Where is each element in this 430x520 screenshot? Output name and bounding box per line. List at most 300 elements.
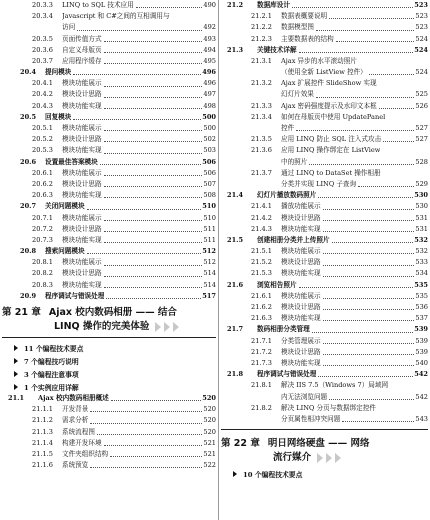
page-number: 524 (414, 45, 428, 54)
section-number: 21.7.3 (251, 358, 272, 367)
toc-entry[interactable] (221, 369, 428, 380)
chapter-title: Ajax 校内数码相册 —— 结合 (48, 307, 177, 319)
section-number: 21.8 (227, 370, 244, 379)
dot-leader (104, 86, 203, 87)
page-number: 520 (203, 427, 216, 436)
section-title: Ajax 密码强度提示及水印文本框 (281, 101, 377, 110)
highlight-item (2, 380, 216, 393)
toc-entry[interactable] (2, 449, 216, 460)
divider (2, 337, 216, 338)
toc-entry[interactable] (221, 347, 428, 358)
toc-entry[interactable] (2, 224, 216, 235)
toc-entry[interactable] (221, 101, 428, 112)
page-number: 506 (202, 157, 216, 166)
toc-entry[interactable] (2, 213, 216, 224)
page-number: 521 (203, 449, 216, 458)
section-number: 21.3.1 (251, 56, 272, 65)
page-number: 532 (414, 235, 428, 244)
toc-entry[interactable] (2, 0, 216, 11)
toc-entry[interactable] (221, 90, 428, 101)
page-number: 495 (203, 56, 216, 65)
page-number: 535 (415, 291, 428, 300)
toc-entry[interactable] (221, 134, 428, 145)
chapter-subtitle: 流行媒介 (273, 452, 312, 464)
section-title: 模块设计思路 (281, 347, 321, 356)
section-title: 模块功能实现 (281, 358, 321, 367)
page-number: 534 (415, 269, 428, 278)
toc-entry[interactable] (221, 224, 428, 235)
page-number: 527 (415, 124, 428, 133)
section-number: 21.4.1 (251, 202, 272, 211)
section-title: Javascript 和 C#之间的互相调用与 (62, 12, 170, 21)
section-number: 20.7 (20, 202, 37, 211)
page-number: 533 (415, 258, 428, 267)
page-number: 539 (415, 347, 428, 356)
section-number: 20.8.3 (32, 280, 53, 289)
section-number: 20.3.3 (32, 0, 53, 9)
dot-leader (342, 421, 414, 422)
section-title: 模块功能展示 (62, 124, 102, 133)
dot-leader (379, 108, 415, 109)
dot-leader (110, 456, 202, 457)
page-number: 503 (203, 146, 216, 155)
highlight-text: 3 个编程注意事项 (24, 370, 79, 379)
section-title: 控件 (281, 124, 295, 133)
toc-entry[interactable] (221, 380, 428, 391)
section-number: 20.4.3 (32, 101, 53, 110)
section-title: 模块设计思路 (62, 269, 102, 278)
section-title: 创建相册分类并上传照片 (257, 235, 330, 244)
page-number: 523 (415, 23, 428, 32)
dot-leader (111, 400, 201, 401)
dot-leader (104, 197, 203, 198)
section-number: 21.4 (227, 191, 244, 200)
section-title: 模块功能实现 (62, 280, 102, 289)
dot-leader (104, 220, 203, 221)
page-number: 517 (202, 291, 216, 300)
section-title: 模块功能实现 (62, 101, 102, 110)
section-number: 20.5.3 (32, 146, 53, 155)
chapter-number: 第 21 章 (2, 307, 41, 319)
section-title: 系统预览 (62, 461, 89, 470)
section-title: 程序调试与错误处理 (45, 291, 105, 300)
toc-entry[interactable] (221, 56, 428, 67)
section-title: 程序调试与错误处理 (257, 370, 317, 379)
dot-leader (104, 141, 203, 142)
section-title: 访问 (62, 23, 76, 32)
dot-leader (323, 343, 415, 344)
triangle-bullet-icon (14, 384, 18, 390)
dot-leader (104, 276, 203, 277)
section-title: 模块功能展示 (281, 247, 321, 256)
page-number: 512 (202, 247, 216, 256)
section-number: 20.8.1 (32, 258, 53, 267)
toc-entry[interactable] (2, 78, 216, 89)
toc-entry[interactable] (221, 257, 428, 268)
section-number: 21.8.1 (251, 381, 272, 390)
page-number: 502 (203, 135, 216, 144)
dot-leader (318, 376, 413, 377)
dot-leader (73, 74, 201, 75)
section-number: 21.2.1 (251, 12, 272, 21)
dot-leader (296, 130, 414, 131)
section-number: 20.6.3 (32, 191, 53, 200)
column-divider (218, 0, 219, 520)
toc-entry[interactable] (221, 157, 428, 168)
section-title: 搜索问题模块 (45, 247, 85, 256)
page-number: 529 (415, 179, 428, 188)
page-number: 524 (415, 34, 428, 43)
page-number: 514 (203, 269, 216, 278)
section-title: 如何在母版页中使用 UpdatePanel (281, 112, 386, 121)
chapter-title: 明日网络硬盘 —— 网络 (267, 438, 370, 450)
section-title: 模块设计思路 (62, 179, 102, 188)
page-number: 535 (414, 280, 428, 289)
toc-entry[interactable] (2, 134, 216, 145)
dot-leader (106, 298, 201, 299)
dot-leader (312, 332, 413, 333)
dot-leader (329, 399, 414, 400)
dot-leader (104, 52, 203, 53)
section-number: 21.3.2 (251, 79, 272, 88)
toc-entry[interactable] (221, 403, 428, 414)
toc-entry[interactable] (221, 168, 428, 179)
dot-leader (90, 411, 202, 412)
toc-entry[interactable] (221, 392, 428, 403)
page-number: 490 (203, 0, 216, 9)
dot-leader (318, 197, 413, 198)
section-title: 模块功能展示 (62, 79, 102, 88)
section-number: 21.2 (227, 0, 244, 9)
section-title: 通过 LINQ to DataSet 操作相册 (281, 168, 381, 177)
page-number: 508 (203, 191, 216, 200)
toc-entry[interactable] (2, 179, 216, 190)
page-number: 525 (415, 90, 428, 99)
toc-entry[interactable] (2, 246, 216, 257)
toc-entry[interactable] (221, 358, 428, 369)
toc-entry[interactable] (2, 404, 216, 415)
section-title: 模块功能实现 (62, 146, 102, 155)
toc-entry[interactable] (2, 257, 216, 268)
dot-leader (104, 287, 203, 288)
section-number: 21.6.2 (251, 303, 272, 312)
dot-leader (104, 41, 203, 42)
page-number: 506 (203, 168, 216, 177)
toc-entry[interactable] (221, 201, 428, 212)
section-number: 21.8.2 (251, 403, 272, 412)
dot-leader (323, 354, 415, 355)
section-title: 回复模块 (45, 112, 72, 121)
dot-leader (87, 209, 202, 210)
section-title: 解决 IIS 7.5（Windows 7）局域网 (281, 381, 389, 390)
dot-leader (323, 298, 415, 299)
chapter-22-heading (221, 429, 428, 467)
toc-entry[interactable] (2, 22, 216, 33)
toc-entry[interactable] (221, 235, 428, 246)
page-number: 510 (203, 213, 216, 222)
toc-entry[interactable] (221, 0, 428, 11)
page-number: 497 (203, 90, 216, 99)
section-number: 20.3.5 (32, 34, 53, 43)
section-title: 模块功能实现 (62, 235, 102, 244)
section-title: Ajax 校内数码相册概述 (38, 394, 109, 403)
toc-entry[interactable] (2, 280, 216, 291)
page-number: 526 (415, 101, 428, 110)
toc-entry[interactable] (2, 67, 216, 78)
toc-entry[interactable] (221, 414, 428, 425)
section-number: 21.3.3 (251, 101, 272, 110)
page-number: 520 (203, 416, 216, 425)
toc-entry[interactable] (2, 393, 216, 404)
section-number: 21.6.3 (251, 314, 272, 323)
section-number: 20.8 (20, 247, 37, 256)
page-number: 522 (203, 461, 216, 470)
section-number: 20.7.2 (32, 224, 53, 233)
page-number: 531 (415, 224, 428, 233)
toc-entry[interactable] (2, 190, 216, 201)
toc-entry[interactable] (2, 34, 216, 45)
toc-list (221, 0, 428, 425)
section-number: 21.2.3 (251, 34, 272, 43)
toc-entry[interactable] (221, 291, 428, 302)
toc-entry[interactable] (2, 291, 216, 302)
toc-entry[interactable] (2, 123, 216, 134)
section-number: 20.6.1 (32, 168, 53, 177)
toc-entry[interactable] (221, 280, 428, 291)
triangle-bullet-icon (14, 358, 18, 364)
section-title: 模块设计思路 (281, 303, 321, 312)
toc-entry[interactable] (221, 269, 428, 280)
section-number: 21.4.3 (251, 224, 272, 233)
section-title: 文件夹组织结构 (62, 449, 109, 458)
section-number: 21.5.2 (251, 258, 272, 267)
page-number: 542 (414, 370, 428, 379)
section-number: 20.6.2 (32, 179, 53, 188)
section-number: 20.3.7 (32, 56, 53, 65)
section-title: 应用 LINQ 防止 SQL 注入式攻击 (281, 135, 382, 144)
section-number: 21.3.5 (251, 135, 272, 144)
section-title: 数据表概要说明 (281, 12, 328, 21)
dot-leader (77, 30, 202, 31)
section-number: 20.3.6 (32, 45, 53, 54)
section-title: 数据库设计 (257, 0, 290, 9)
dot-leader (329, 18, 414, 19)
toc-entry[interactable] (221, 34, 428, 45)
section-number: 21.3.6 (251, 146, 272, 155)
highlight-item (221, 467, 428, 480)
dot-leader (323, 253, 415, 254)
page-number: 523 (414, 0, 428, 9)
page-number: 523 (415, 12, 428, 21)
section-title: 解决 LINQ 分页与数据绑定控件 (281, 403, 376, 412)
section-title: Ajax 扩展控件 SlideShow 实现 (281, 79, 377, 88)
page-number: 511 (203, 235, 216, 244)
page-number: 530 (415, 202, 428, 211)
toc-entry[interactable] (221, 213, 428, 224)
section-title: 分类管理展示 (281, 336, 321, 345)
page-number: 524 (415, 68, 428, 77)
section-title: 分页属性相冲突问题 (281, 414, 341, 423)
dot-leader (323, 309, 415, 310)
toc-entry[interactable] (221, 112, 428, 123)
dot-leader (104, 63, 203, 64)
toc-entry[interactable] (2, 235, 216, 246)
highlight-item (2, 354, 216, 367)
dot-leader (323, 209, 415, 210)
section-number: 20.4.1 (32, 79, 53, 88)
section-number: 20.7.3 (32, 235, 53, 244)
highlight-text: 10 个编程技术要点 (243, 470, 303, 479)
dot-leader (316, 97, 414, 98)
dot-leader (97, 434, 202, 435)
highlight-item (2, 341, 216, 354)
dot-leader (323, 276, 415, 277)
toc-list (2, 393, 216, 471)
dot-leader (104, 231, 203, 232)
section-number: 20.4.2 (32, 90, 53, 99)
page-number: 511 (203, 224, 216, 233)
toc-entry[interactable] (2, 157, 216, 168)
section-title: 页面传值方式 (62, 34, 102, 43)
dot-leader (104, 175, 203, 176)
dot-leader (323, 231, 415, 232)
section-title: 关键技术详解 (257, 45, 297, 54)
triangle-bullet-icon (233, 471, 237, 477)
toc-entry[interactable] (2, 45, 216, 56)
toc-entry[interactable] (221, 145, 428, 156)
chevron-arrows-icon (317, 453, 344, 463)
section-title: 模块功能实现 (281, 314, 321, 323)
page-number: 510 (202, 202, 216, 211)
toc-entry[interactable] (221, 179, 428, 190)
toc-entry[interactable] (2, 415, 216, 426)
toc-entry[interactable] (2, 427, 216, 438)
section-title: 自定义母版页 (62, 45, 102, 54)
toc-entry[interactable] (221, 190, 428, 201)
section-number: 20.3.4 (32, 12, 53, 21)
section-title: 播放功能展示 (281, 202, 321, 211)
toc-entry[interactable] (221, 313, 428, 324)
dot-leader (299, 287, 414, 288)
dot-leader (358, 186, 414, 187)
page-number: 496 (202, 68, 216, 77)
page-number: 536 (415, 303, 428, 312)
page-number: 514 (203, 280, 216, 289)
dot-leader (323, 220, 415, 221)
toc-entry[interactable] (2, 269, 216, 280)
toc-entry[interactable] (2, 56, 216, 67)
toc-entry[interactable] (2, 460, 216, 471)
toc-entry[interactable] (221, 45, 428, 56)
toc-entry[interactable] (221, 22, 428, 33)
dot-leader (299, 52, 414, 53)
page-number: 498 (203, 101, 216, 110)
section-number: 21.1 (8, 394, 25, 403)
dot-leader (309, 164, 414, 165)
section-title: 关闭问题模块 (45, 202, 85, 211)
section-title: 模块设计思路 (281, 258, 321, 267)
section-title: 应用 LINQ 操作绑定在 ListView (281, 146, 381, 155)
section-number: 20.6 (20, 157, 37, 166)
chevron-arrows-icon (155, 322, 182, 332)
toc-entry[interactable] (2, 11, 216, 22)
dot-leader (104, 97, 203, 98)
section-title: 模块功能实现 (281, 224, 321, 233)
section-title: 开发背景 (62, 405, 89, 414)
toc-entry[interactable] (221, 324, 428, 335)
section-number: 20.9 (20, 291, 37, 300)
section-title: 模块功能展示 (281, 291, 321, 300)
section-title: 模块设计思路 (281, 213, 321, 222)
page-number: 512 (203, 258, 216, 267)
chapter-highlights (2, 341, 216, 393)
section-number: 20.5.2 (32, 135, 53, 144)
page-number: 500 (202, 112, 216, 121)
highlight-text: 11 个编程技术要点 (24, 344, 84, 353)
section-number: 21.1.3 (32, 427, 53, 436)
dot-leader (87, 253, 202, 254)
section-number: 20.4 (20, 68, 37, 77)
dot-leader (369, 74, 415, 75)
section-title: 模块设计思路 (62, 224, 102, 233)
section-title: Ajax 异步的水平滚动照片 (281, 56, 357, 65)
dot-leader (383, 141, 414, 142)
section-title: （使用全新 ListView 控件） (281, 68, 367, 77)
toc-entry[interactable] (221, 302, 428, 313)
toc-entry[interactable] (2, 168, 216, 179)
toc-entry[interactable] (2, 145, 216, 156)
toc-entry[interactable] (221, 336, 428, 347)
section-title: 数码相册分类管理 (257, 325, 310, 334)
page-number: 520 (203, 405, 216, 414)
toc-entry[interactable] (2, 101, 216, 112)
toc-entry[interactable] (221, 123, 428, 134)
section-number: 21.1.6 (32, 461, 53, 470)
toc-entry[interactable] (221, 78, 428, 89)
section-number: 21.5.1 (251, 247, 272, 256)
dot-leader (104, 108, 203, 109)
dot-leader (104, 265, 203, 266)
section-number: 21.6 (227, 280, 244, 289)
dot-leader (104, 186, 203, 187)
section-title: 模块功能展示 (62, 168, 102, 177)
toc-entry[interactable] (221, 246, 428, 257)
toc-left-column (2, 0, 216, 471)
page-number: 492 (203, 23, 216, 32)
toc-entry[interactable] (2, 201, 216, 212)
toc-entry[interactable] (221, 11, 428, 22)
section-number: 20.8.2 (32, 269, 53, 278)
section-number: 20.5.1 (32, 124, 53, 133)
toc-entry[interactable] (2, 438, 216, 449)
page-number: 539 (415, 336, 428, 345)
section-title: 应用程序缓存 (62, 56, 102, 65)
page-number: 543 (415, 414, 428, 423)
page-number: 520 (202, 394, 216, 403)
section-title: 模块设计思路 (62, 135, 102, 144)
section-number: 20.7.1 (32, 213, 53, 222)
section-number: 21.2.2 (251, 23, 272, 32)
toc-entry[interactable] (2, 112, 216, 123)
toc-entry[interactable] (221, 67, 428, 78)
section-title: 主要数据表的结构 (281, 34, 334, 43)
toc-right-column (221, 0, 428, 480)
toc-entry[interactable] (2, 90, 216, 101)
triangle-bullet-icon (14, 345, 18, 351)
section-number: 21.3 (227, 45, 244, 54)
section-title: 需求分析 (62, 416, 89, 425)
dot-leader (136, 7, 203, 8)
